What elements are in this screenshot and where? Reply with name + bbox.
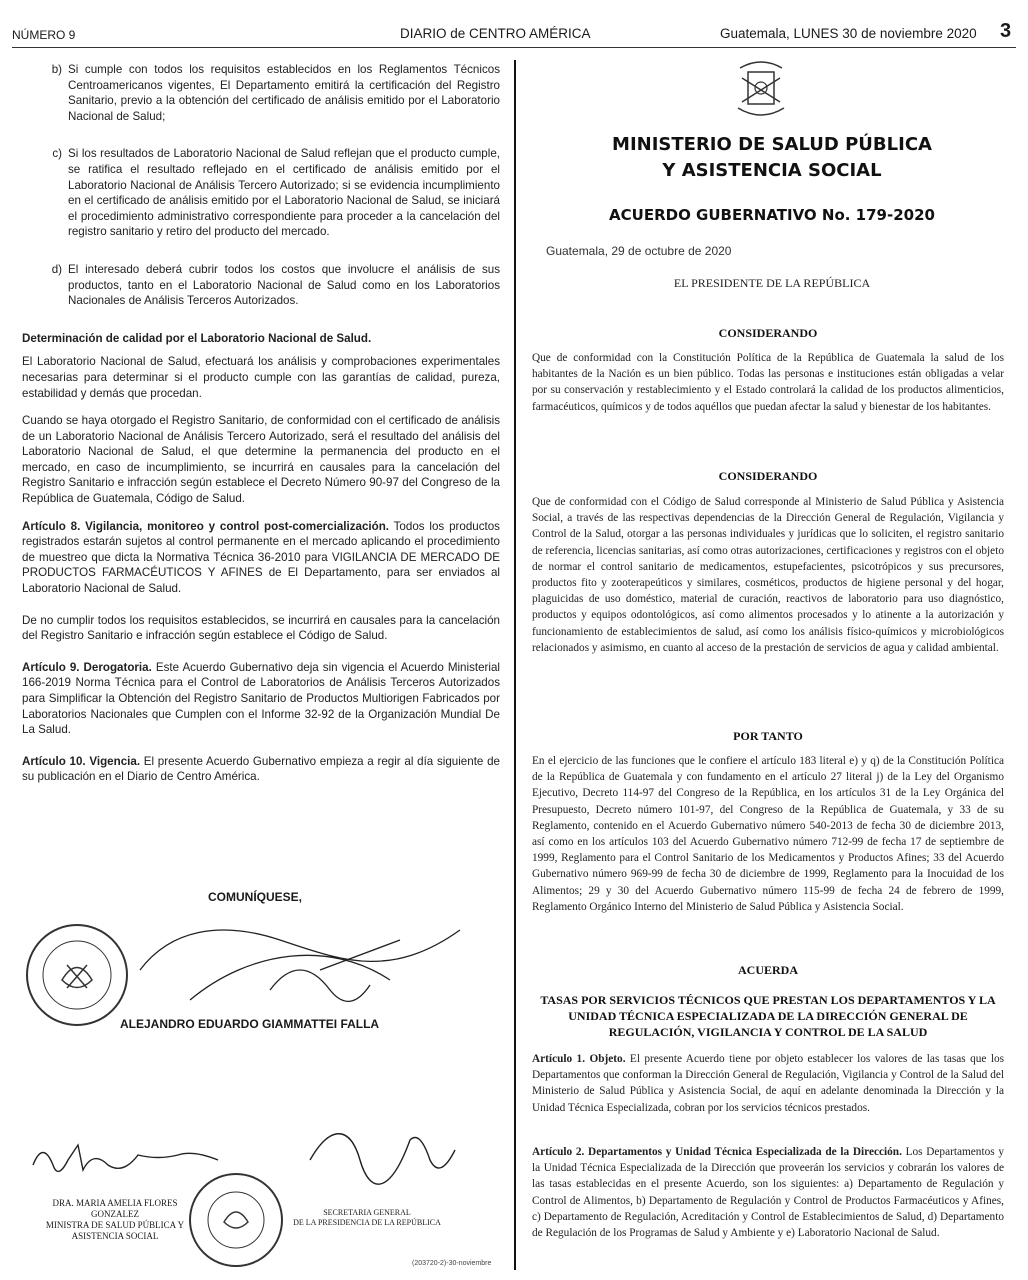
item-text: Si cumple con todos los requisitos establecidos en los Reglamentos Técnicos Centroamericanos vigentes, El Departamento emitirá la certificación del Registro Sanitario, previo a la obtención del certificado de análisis emitido por el Laboratorio Nacional de Salud; xyxy=(68,63,500,123)
acuerda-title: ACUERDA xyxy=(738,963,798,977)
publication-title: DIARIO de CENTRO AMÉRICA xyxy=(400,26,591,41)
article-title: Artículo 10. Vigencia. xyxy=(22,754,141,768)
article-1 xyxy=(532,1051,1004,1116)
por-tanto-title: POR TANTO xyxy=(733,729,803,743)
item-label: d) xyxy=(51,262,62,276)
item-label: b) xyxy=(51,63,62,76)
secretary-title: SECRETARIA GENERAL xyxy=(323,1208,411,1217)
article-title: Artículo 8. Vigilancia, monitoreo y control post-comercialización. xyxy=(22,519,390,533)
article-text: Los Departamentos y la Unidad Técnica Especializada de la Dirección que proveerán los servicios y cobrarán los valores de las tasas establecidas en el presente Acuerdo, son los siguientes: a) Departamento de Regulación y Control de Alimentos, b) Departamento de Regulación y Control de Productos Farmacéuticos y Afines, c) Departamento de Regulación, Acreditación y Control de Establecimientos de Salud, d) Departamento de Regulación de los Programas de Salud y Ambiente y e) Laboratorio Nacional de Salud. xyxy=(532,1146,1004,1240)
list-item xyxy=(22,262,500,309)
secretary-name-block xyxy=(282,1208,452,1228)
tasas-title: TASAS POR SERVICIOS TÉCNICOS QUE PRESTAN LOS DEPARTAMENTOS Y LA UNIDAD TÉCNICA ESPECIALIZADA DE LA DIRECCIÓN GENERAL DE REGULACIÓN, VIGILANCIA Y CONTROL DE LA SALUD xyxy=(540,993,996,1039)
page-header xyxy=(0,0,1028,48)
column-divider xyxy=(514,60,516,1270)
considerando-1-text: Que de conformidad con la Constitución Política de la República de Guatemala la salud de los habitantes de la Nación es un bien público. Todas las personas e instituciones están obligadas a velar por su conservación y restablecimiento y el Estado controlará la calidad de los productos alimenticios, farmacéuticos, químicos y de todos aquéllos que puedan afectar la salud y bienestar de los habitantes. xyxy=(532,352,1004,413)
acuerdo-number: ACUERDO GUBERNATIVO No. 179-2020 xyxy=(609,206,935,224)
considerando-2-text: Que de conformidad con el Código de Salud corresponde al Ministerio de Salud Pública y Asistencia Social, a través de las respectivas dependencias de la Dirección General de Regulación, Vigilancia y Control de la Salud, otorgar a las personas individuales y jurídicas que lo soliciten, el registro sanitario de referencia, licencias sanitarias, así como otras autorizaciones, certificaciones y registros con el objeto de normar el control sanitario de medicamentos, estupefacientes, psicotrópicos y sus precursores, productos fito y zooterapeúticos y similares, cosméticos, productos de higiene personal y del hogar, plaguicidas de uso doméstico, material de curación, reactivos de laboratorio para uso diagnóstico, productos y equipos odontológicos, así como alimentos procesados y lo atinente a la autorización y funcionamiento de establecimientos de salud, así como los análisis físico-químicos y microbiológicos relacionados y asimismo, en cuanto al acceso de la prestación de servicios de agua y calidad ambiental. xyxy=(532,496,1004,654)
article-text: Todos los productos registrados estarán sujetos al control permanente en el mercado aplicando el procedimiento de muestreo que dicta la Normativa Técnica 36-2010 para VIGILANCIA DE MERCADO DE PRODUCTOS FARMACÉUTICOS Y AFINES de El Departamento, para ser enviados al Laboratorio Nacional de Salud. xyxy=(22,519,500,596)
list-item xyxy=(22,62,500,124)
item-label: c) xyxy=(52,147,62,161)
considerando-2-title: CONSIDERANDO xyxy=(718,469,818,483)
minister-name-block xyxy=(30,1198,200,1242)
article-title: Artículo 1. Objeto. xyxy=(532,1053,626,1065)
list-item xyxy=(22,146,500,240)
president-signature xyxy=(130,910,510,1020)
ministry-seal xyxy=(186,1170,286,1270)
footer-code: (203720-2)-30-noviembre xyxy=(412,1260,492,1267)
left-column xyxy=(22,62,500,797)
article-title: Artículo 2. Departamentos y Unidad Técnica Especializada de la Dirección. xyxy=(532,1146,902,1158)
article-text: Este Acuerdo Gubernativo deja sin vigencia el Acuerdo Ministerial 166-2019 Norma Técnica para el Control de Laboratorios de Análisis Terceros Autorizados para Simplificar la Obtención del Registro Sanitario de Productos Multiorigen Fabricados por Laboratorios Nacionales que Cumplen con el Informe 32-92 de la Organización Mundial De La Salud. xyxy=(22,660,501,737)
president-name: ALEJANDRO EDUARDO GIAMMATTEI FALLA xyxy=(120,1017,380,1031)
issue-number: NÚMERO 9 xyxy=(12,28,76,42)
page-number: 3 xyxy=(1000,20,1012,42)
article-title: Artículo 9. Derogatoria. xyxy=(22,660,152,674)
ministry-title-line2: Y ASISTENCIA SOCIAL xyxy=(662,160,882,181)
comuniquese-label: COMUNÍQUESE, xyxy=(208,890,303,904)
article-9 xyxy=(22,660,500,738)
secretary-title-2: DE LA PRESIDENCIA DE LA REPÚBLICA xyxy=(293,1218,441,1227)
por-tanto-text: En el ejercicio de las funciones que le confiere el artículo 183 literal e) y q) de la Constitución Política de la República de Guatemala y con fundamento en el artículo 27 literal j) de la Ley del Organismo Ejecutivo, Decreto 114-97 del Congreso de la República, en los artículos 31 de la Ley Orgánica del Presupuesto, Decreto número 101-97, del Congreso de la República de Guatemala, y 33 de su Reglamento, contenido en el Acuerdo Gubernativo número 540-2013 de fecha 30 de diciembre 2013, así como en los artículos 103 del Acuerdo Gubernativo número 712-99 de fecha 17 de septiembre de 1999, Reglamento para el Control Sanitario de los Medicamentos y Productos Afines; 33 del Acuerdo Gubernativo número 969-99 de fecha 30 de diciembre de 1999, Reglamento para la Inocuidad de los Alimentos; 29 y 30 del Acuerdo Gubernativo número 115-99 de fecha 24 de febrero de 1999, Reglamento Orgánico Interno del Ministerio de Salud Pública y Asistencia Social. xyxy=(532,755,1004,913)
place-date: Guatemala, 29 de octubre de 2020 xyxy=(546,244,732,258)
minister-title-2: ASISTENCIA SOCIAL xyxy=(71,1231,159,1241)
item-text: El interesado deberá cubrir todos los costos que involucre el análisis de sus productos, tanto en el Laboratorio Nacional de Salud como en los Laboratorios Nacionales de Análisis Terceros Autorizados. xyxy=(68,262,500,308)
article-text: El presente Acuerdo Gubernativo empieza a regir al día siguiente de su publicación en el Diario de Centro América. xyxy=(22,754,500,784)
guatemala-coat-of-arms-icon xyxy=(732,58,790,120)
paragraph: De no cumplir todos los requisitos establecidos, se incurrirá en causales para la cancelación del Registro Sanitario e infracción según establece el Código de Salud. xyxy=(22,613,500,643)
article-text: El presente Acuerdo tiene por objeto establecer los valores de las tasas que los Departamentos que conforman la Dirección General de Regulación, Vigilancia y Control de la Salud del Ministerio de Salud Pública y Asistencia Social, de aquí en adelante denominada la Dirección y la Unidad Técnica Especializada, cobran por los servicios técnicos prestados. xyxy=(532,1053,1005,1114)
secretary-signature xyxy=(300,1120,460,1210)
ministry-title xyxy=(532,132,1012,184)
minister-title: MINISTRA DE SALUD PÚBLICA Y xyxy=(45,1220,185,1230)
publication-date: Guatemala, LUNES 30 de noviembre 2020 xyxy=(720,26,977,41)
considerando-1-title: CONSIDERANDO xyxy=(718,326,818,340)
article-10 xyxy=(22,754,500,785)
article-8 xyxy=(22,519,500,597)
paragraph: Cuando se haya otorgado el Registro Sanitario, de conformidad con el certificado de análisis de un Laboratorio Nacional de Análisis Tercero Autorizado, será el resultado del análisis del Laboratorio Nacional de Salud, el que determine la permanencia del producto en el mercado, en caso de incumplimiento, se incurrirá en causales para la cancelación del Registro Sanitario e infracción según establece el Decreto Número 90-97 del Congreso de la República de Guatemala, Código de Salud. xyxy=(22,414,500,506)
ministry-title-line1: MINISTERIO DE SALUD PÚBLICA xyxy=(612,134,932,155)
section-heading: Determinación de calidad por el Laboratorio Nacional de Salud. xyxy=(22,331,372,345)
president-seal xyxy=(22,920,132,1030)
paragraph: El Laboratorio Nacional de Salud, efectuará los análisis y comprobaciones experimentales necesarias para determinar si el producto cumple con las garantías de calidad, pureza, estabilidad y demás que procedan. xyxy=(22,355,500,400)
article-2 xyxy=(532,1144,1004,1241)
item-text: Si los resultados de Laboratorio Nacional de Salud reflejan que el producto cumple, se ratifica el resultado reflejado en el certificado de análisis emitido por el Laboratorio Nacional de Análisis Tercero Autorizado; si se evidencia incumplimiento en el certificado de análisis emitido por el Laboratorio Nacional de Salud, se iniciará el procedimiento administrativo correspondiente para proceder a la cancelación del registro sanitario y retiro del producto del mercado. xyxy=(68,147,500,239)
president-heading: EL PRESIDENTE DE LA REPÚBLICA xyxy=(673,276,871,290)
header-rule xyxy=(12,47,1016,48)
minister-name: DRA. MARIA AMELIA FLORES GONZALEZ xyxy=(52,1198,178,1219)
